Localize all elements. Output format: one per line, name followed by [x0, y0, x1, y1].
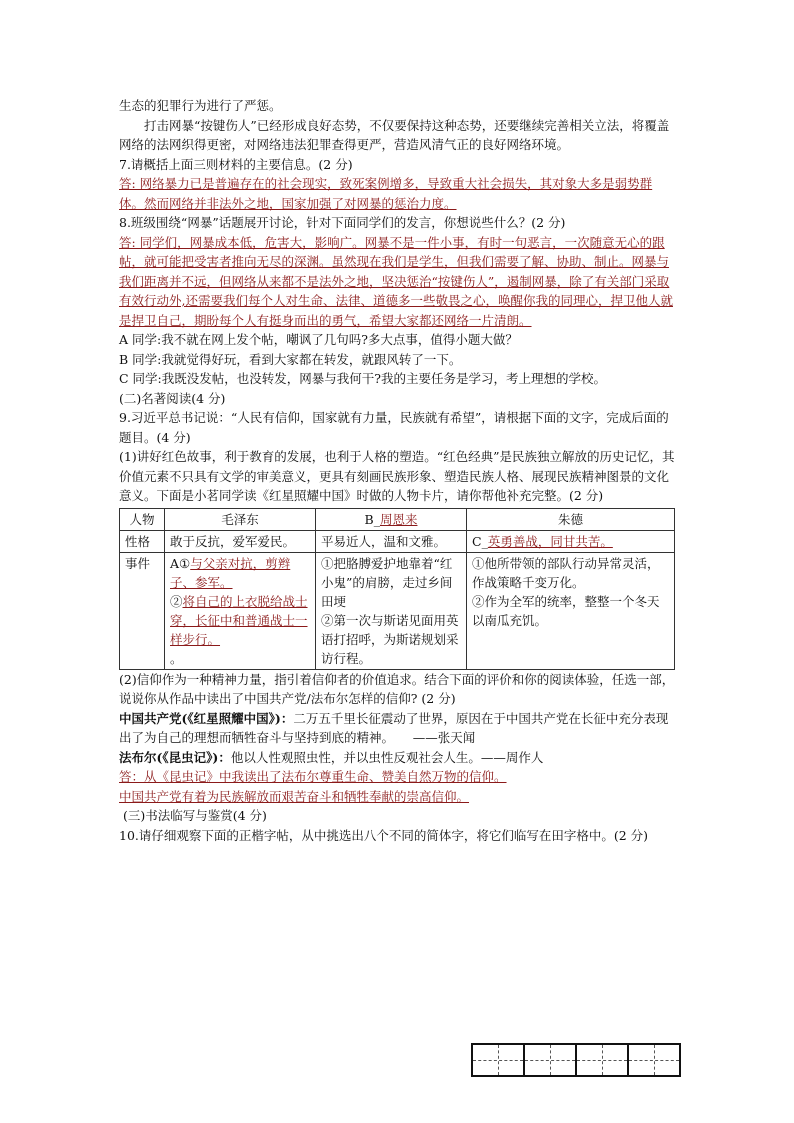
paragraph: 打击网暴“按键伤人”已经形成良好态势，不仅要保持这种态势，还要继续完善相关立法，将覆盖网络的法网织得更密，对网络违法犯罪查得更严，营造风清气正的良好网络环境。 [119, 117, 670, 152]
text-line: 生态的犯罪行为进行了严惩。 [119, 98, 282, 113]
table-cell [165, 552, 316, 669]
question-9-1: (1)讲好红色故事，利于教育的发展，也利于人格的塑造。“红色经典”是民族独立解放的历史记忆，其价值元素不只具有文学的审美意义，更具有刻画民族形象、塑造民族人格、展现民族精神图景的文化意义。下面是小茗同学读《红星照耀中国》时做的人物卡片，请你帮他补充完整。(2 分) [119, 449, 675, 503]
evaluation-1 [119, 709, 675, 748]
event-item: ②第一次与斯诺见面用英语打招呼，为斯诺规划采访行程。 [321, 612, 459, 666]
answer-7: 答: 网络暴力已是普遍存在的社会现实，致死案例增多，导致重大社会损失，其对象大多是弱势群体。然而网络并非法外之地，国家加强了对网暴的惩治力度。 [119, 176, 653, 211]
eval-label: 中国共产党(《红星照耀中国》)： [119, 710, 294, 726]
blank-prefix: C_ [472, 533, 488, 549]
section-3-heading: (三)书法临写与鉴赏(4 分) [123, 808, 267, 823]
tianzige-cell[interactable] [473, 1045, 525, 1075]
student-c: C 同学:我既没发帖，也没转发，网暴与我何干?我的主要任务是学习，考上理想的学校。 [119, 371, 606, 386]
row-label: 事件 [120, 552, 165, 669]
table-cell [467, 530, 675, 552]
event-item: ①把胳膊爱护地靠着“红小鬼”的肩膀，走过乡间田埂 [321, 555, 453, 609]
table-header: 朱德 [467, 508, 675, 530]
eval-text: 二万五千里长征震动了世界，原因在于中国共产党在长征中充分表现出了为自己的理想而牺牲奋斗与坚持到底的精神。 ——张天闻 [119, 710, 669, 745]
question-10: 10.请仔细观察下面的正楷字帖，从中挑选出八个不同的简体字，将它们临写在田字格中。(2 分) [119, 827, 649, 843]
table-header [316, 508, 467, 530]
answer-8: 答: 同学们，网暴成本低，危害大，影响广。网暴不是一件小事，有时一句恶言，一次随意无心的跟帖，就可能把受害者推向无尽的深渊。虽然现在我们是学生，但我们需要了解、协助、制止。网暴与我们距离并不远，但网络从来都不是法外之地，坚决惩治“按键伤人”，遏制网暴，除了有关部门采取有效行动外,还需要我们每个人对生命、法律、道德多一些敬畏之心，唤醒你我的同理心，捍卫他人就是捍卫自己，期盼每个人有挺身而出的勇气，希望大家都还网络一片清朗。 [119, 234, 673, 328]
answer-blank: 将自己的上衣脱给战士穿，长征中和普通战士一样步行。 [170, 593, 308, 647]
tianzige-cell[interactable] [629, 1045, 679, 1075]
tianzige-cell[interactable] [525, 1045, 577, 1075]
text-line: 。 [170, 650, 183, 666]
table-header: 毛泽东 [165, 508, 316, 530]
section-2-heading: (二)名著阅读(4 分) [119, 390, 226, 406]
student-b: B 同学:我就觉得好玩，看到大家都在转发，就跟风转了一下。 [119, 351, 462, 367]
table-cell: 平易近人，温和文雅。 [316, 530, 467, 552]
question-7: 7.请概括上面三则材料的主要信息。(2 分) [119, 156, 353, 172]
blank-prefix: B_ [364, 511, 380, 527]
evaluation-2 [119, 748, 675, 768]
table-cell [316, 552, 467, 669]
student-a: A 同学:我不就在网上发个帖，嘲讽了几句吗?多大点事，值得小题大做？ [119, 332, 518, 347]
item-prefix: A① [170, 555, 191, 571]
tianzige-grid [471, 1043, 681, 1077]
row-label: 性格 [120, 530, 165, 552]
answer-9: 答：从《昆虫记》中我读出了法布尔尊重生命、赞美自然万物的信仰。 [119, 769, 507, 784]
tianzige-cell[interactable] [577, 1045, 629, 1075]
table-row [120, 508, 675, 530]
table-row [120, 530, 675, 552]
answer-blank: 英勇善战，同甘共苦。 [487, 533, 613, 549]
question-8: 8.班级围绕“网暴”话题展开讨论，针对下面同学们的发言，你想说些什么？(2 分) [119, 215, 566, 230]
event-item: ②作为全军的统率，整整一个冬天以南瓜充饥。 [472, 593, 660, 628]
table-header: 人物 [120, 508, 165, 530]
question-9: 9.习近平总书记说：“人民有信仰，国家就有力量，民族就有希望”，请根据下面的文字，完成后面的题目。(4 分) [119, 410, 669, 445]
item-prefix: ② [170, 593, 183, 609]
answer-9b: 中国共产党有着为民族解放而艰苦奋斗和牺牲奉献的崇高信仰。 [119, 788, 470, 804]
character-card-table [119, 508, 675, 670]
table-cell: 敢于反抗，爱军爱民。 [165, 530, 316, 552]
event-item: ①他所带领的部队行动异常灵活，作战策略千变万化。 [472, 555, 660, 590]
table-cell [467, 552, 675, 669]
question-9-2: (2)信仰作为一种精神力量，指引着信仰者的价值追求。结合下面的评价和你的阅读体验，任选一部，说说你从作品中读出了中国共产党/法布尔怎样的信仰? (2 分) [119, 671, 675, 706]
answer-blank: 与父亲对抗，剪辫子、参军。 [170, 555, 291, 590]
answer-blank: 周恩来 [379, 511, 418, 527]
eval-text: 他以人性观照虫性，并以虫性反观社会人生。——周作人 [230, 749, 544, 765]
eval-label: 法布尔(《昆虫记》)： [119, 749, 231, 765]
table-row [120, 552, 675, 669]
document-body [119, 96, 675, 845]
